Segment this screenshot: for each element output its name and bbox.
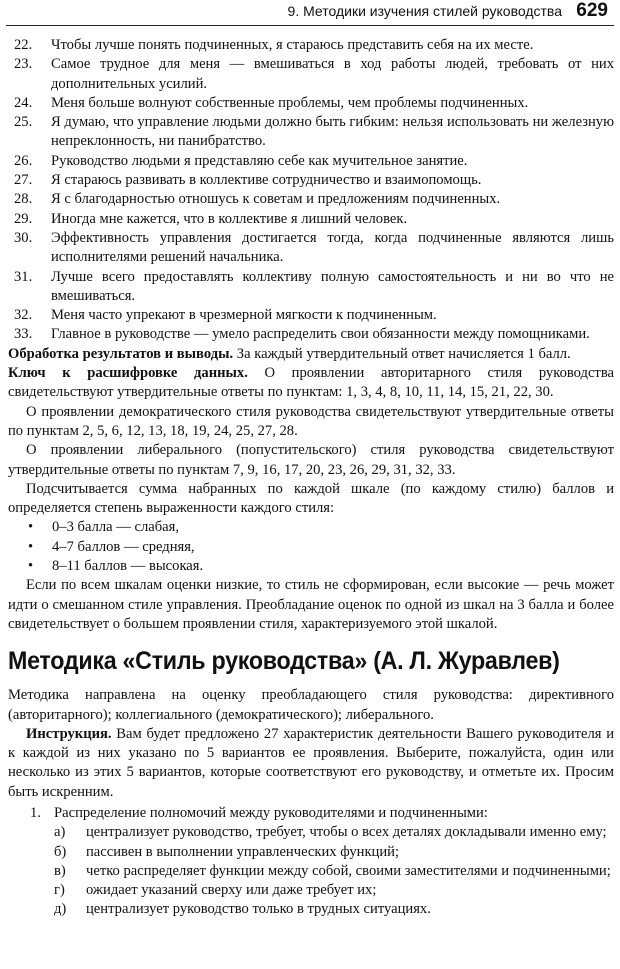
item-text: Меня часто упрекают в чрезмерной мягкости к подчиненным.: [51, 307, 437, 324]
instruction-label: Инструкция.: [26, 725, 112, 742]
statement-list: [8, 36, 614, 345]
question-item: [8, 804, 614, 823]
item-text: Чтобы лучше понять подчиненных, я стараюсь представить себя на их месте.: [51, 37, 534, 53]
processing-text: За каждый утвердительный ответ начисляется 1 балл.: [236, 345, 571, 362]
conclusion-paragraph: Если по всем шкалам оценки низкие, то стиль не сформирован, если высокие — речь может идти о смешанном стиле управления. Преобладание оценок по одной из шкал на 3 балла и более свидетельствует о большем проявлении стиля, характеризуемого этой шкалой.: [8, 577, 614, 632]
list-item: [8, 538, 614, 557]
item-number: 28.: [14, 191, 33, 208]
list-item: [8, 229, 614, 268]
item-text: Меня больше волнуют собственные проблемы, чем проблемы подчиненных.: [51, 94, 529, 111]
liberal-paragraph: О проявлении либерального (попустительского) стиля руководства свидетельствуют утвердительные ответы по пунктам 7, 9, 16, 17, 20, 23, 26, 29, 31, 32, 33.: [8, 442, 614, 478]
item-number: 25.: [14, 114, 33, 131]
item-number: 29.: [14, 210, 33, 227]
item-text: Я думаю, что управление людьми должно быть гибким: нельзя использовать ни железную непреклонность, ни панибратство.: [51, 114, 614, 150]
processing-paragraph: [8, 345, 614, 364]
option-letter: г): [54, 882, 65, 899]
item-number: 26.: [14, 152, 33, 169]
item-text: Иногда мне кажется, что в коллективе я лишний человек.: [51, 210, 408, 227]
bullet: •: [28, 519, 34, 536]
item-text: Главное в руководстве — умело распределить свои обязанности между помощниками.: [51, 326, 590, 343]
method-description: Методика направлена на оценку преобладающего стиля руководства: директивного (авторитарного); коллегиального (демократического); либерального.: [8, 687, 614, 723]
bullet: •: [28, 538, 34, 555]
option-letter: а): [54, 824, 66, 841]
option-letter: д): [54, 901, 67, 918]
list-item: [8, 55, 614, 94]
list-item: [8, 518, 614, 537]
page-header: [0, 0, 620, 26]
instruction-paragraph: [8, 725, 614, 802]
page-number: 629: [576, 0, 608, 21]
header-rule: [6, 25, 614, 26]
item-number: 27.: [14, 172, 33, 189]
list-item: [8, 210, 614, 229]
scale-text: 0–3 балла — слабая,: [52, 519, 180, 536]
chapter-title: 9. Методики изучения стилей руководства: [287, 3, 562, 19]
item-text: Я с благодарностью отношусь к советам и предложениям подчиненных.: [51, 191, 501, 208]
bullet: •: [28, 558, 34, 575]
list-item: [8, 268, 614, 307]
list-item: [8, 557, 614, 576]
item-number: 30.: [14, 229, 33, 246]
item-number: 24.: [14, 94, 33, 111]
option-text: ожидает указаний сверху или даже требует их;: [86, 882, 377, 899]
list-item: [8, 881, 614, 900]
option-text: централизует руководство, требует, чтобы о всех деталях докладывали именно ему;: [86, 824, 607, 841]
item-text: Лучше всего предоставлять коллективу полную самостоятельность и ни во что не вмешиваться.: [51, 268, 614, 304]
list-item: [8, 823, 614, 842]
key-paragraph: [8, 364, 614, 403]
list-item: [8, 306, 614, 325]
method-heading: Методика «Стиль руководства» (А. Л. Журавлев): [8, 647, 560, 676]
item-number: 33.: [14, 326, 33, 343]
list-item: [8, 190, 614, 209]
sum-intro-paragraph: Подсчитывается сумма набранных по каждой шкале (по каждому стилю) баллов и определяется степень выраженности каждого стиля:: [8, 480, 614, 517]
item-text: Я стараюсь развивать в коллективе сотрудничество и взаимопомощь.: [51, 172, 482, 189]
list-item: [8, 171, 614, 190]
list-item: [8, 862, 614, 881]
option-text: четко распределяет функции между собой, своими заместителями и подчиненными;: [86, 862, 611, 879]
question-number: 1.: [30, 804, 41, 821]
scale-text: 8–11 баллов — высокая.: [52, 558, 204, 575]
list-item: [8, 900, 614, 919]
item-number: 22.: [14, 37, 33, 53]
democratic-paragraph: О проявлении демократического стиля руководства свидетельствуют утвердительные ответы по пунктам 2, 5, 6, 12, 13, 18, 19, 24, 25, 27, 28.: [8, 403, 614, 439]
option-text: пассивен в выполнении управленческих функций;: [86, 843, 400, 860]
list-item: [8, 94, 614, 113]
item-number: 32.: [14, 307, 33, 324]
option-letter: б): [54, 843, 67, 860]
list-item: [8, 152, 614, 171]
list-item: [8, 325, 614, 344]
question-text: Распределение полномочий между руководителями и подчиненными:: [54, 804, 488, 821]
list-item: [8, 36, 614, 55]
list-item: [8, 843, 614, 862]
processing-label: Обработка результатов и выводы.: [8, 345, 234, 362]
key-label: Ключ к расшифровке данных.: [8, 365, 248, 382]
option-text: централизует руководство только в трудных ситуациях.: [86, 901, 431, 918]
item-number: 31.: [14, 268, 33, 285]
page-content: [8, 36, 614, 920]
instruction-text: Вам будет предложено 27 характеристик деятельности Вашего руководителя и к каждой из них указано по 5 вариантов ее проявления. Выберите, пожалуйста, один или несколько из этих 5 вариантов, которые соответствуют его руководству, и отметьте их. Просим быть искренним.: [8, 725, 615, 800]
scale-list: [8, 518, 614, 576]
key-text: О проявлении авторитарного стиля руководства свидетельствуют утвердительные ответы по пунктам: 1, 3, 4, 8, 10, 11, 14, 15, 21, 22, 30.: [8, 365, 614, 401]
option-list: [8, 823, 614, 919]
item-text: Руководство людьми я представляю себе как мучительное занятие.: [51, 152, 468, 169]
list-item: [8, 113, 614, 152]
item-number: 23.: [14, 56, 33, 73]
item-text: Самое трудное для меня — вмешиваться в ход работы людей, требовать от них дополнительных усилий.: [51, 56, 614, 92]
scale-text: 4–7 баллов — средняя,: [52, 538, 195, 555]
option-letter: в): [54, 862, 66, 879]
item-text: Эффективность управления достигается тогда, когда подчиненные являются лишь исполнителями решений начальника.: [51, 229, 614, 266]
